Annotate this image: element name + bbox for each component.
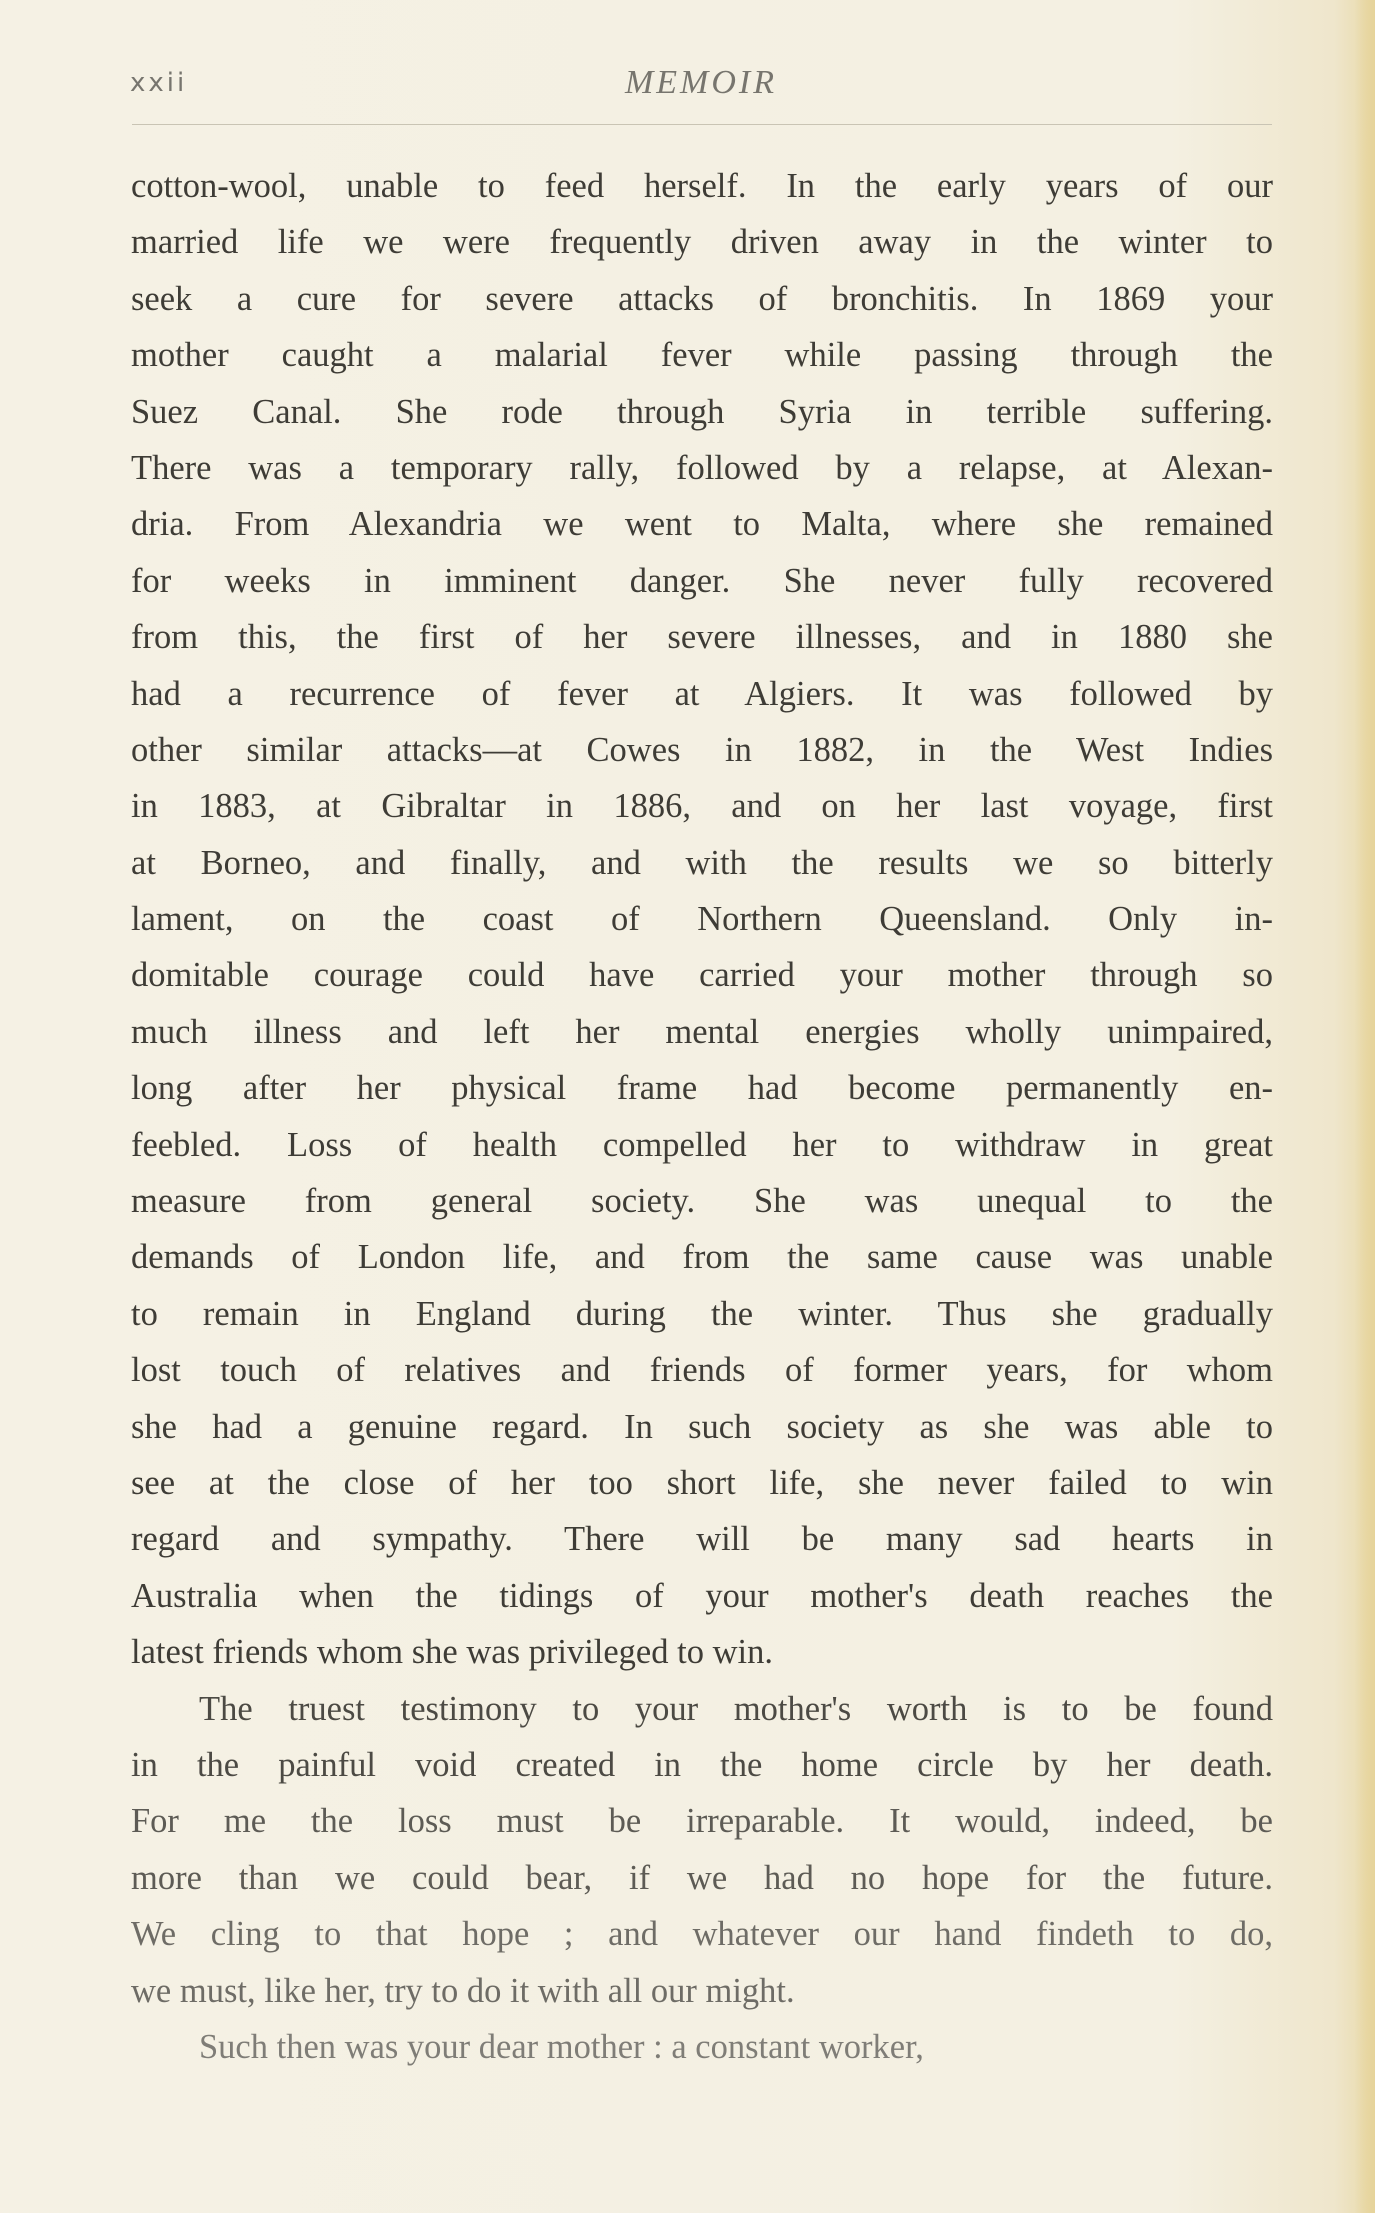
text-line: Australia when the tidings of your mother's death reaches the bbox=[131, 1576, 1273, 1615]
text-line: to remain in England during the winter. Thus she gradually bbox=[131, 1294, 1273, 1333]
text-line: Such then was your dear mother : a constant worker, bbox=[199, 2027, 924, 2066]
header-rule bbox=[132, 124, 1272, 125]
text-line: long after her physical frame had become permanently en- bbox=[131, 1069, 1273, 1108]
text-line: mother caught a malarial fever while passing through the bbox=[131, 336, 1273, 375]
text-line: measure from general society. She was unequal to the bbox=[131, 1182, 1273, 1221]
text-line: for weeks in imminent danger. She never fully recovered bbox=[131, 561, 1273, 600]
text-line: she had a genuine regard. In such society as she was able to bbox=[131, 1407, 1273, 1446]
text-line: we must, like her, try to do it with all our might. bbox=[131, 1971, 795, 2010]
text-line: latest friends whom she was privileged to win. bbox=[131, 1633, 773, 1672]
text-line: lament, on the coast of Northern Queensland. Only in- bbox=[131, 900, 1273, 939]
text-line: lost touch of relatives and friends of former years, for whom bbox=[131, 1351, 1273, 1390]
page-edge-shadow bbox=[1355, 0, 1375, 2213]
text-line: There was a temporary rally, followed by a relapse, at Alexan- bbox=[131, 448, 1273, 487]
text-line: For me the loss must be irreparable. It would, indeed, be bbox=[131, 1802, 1273, 1841]
text-line: The truest testimony to your mother's worth is to be found bbox=[199, 1689, 1273, 1728]
text-line: in 1883, at Gibraltar in 1886, and on her last voyage, first bbox=[131, 787, 1273, 826]
text-line: feebled. Loss of health compelled her to withdraw in great bbox=[131, 1125, 1273, 1164]
text-line: in the painful void created in the home circle by her death. bbox=[131, 1745, 1273, 1784]
text-line: We cling to that hope ; and whatever our hand findeth to do, bbox=[131, 1915, 1273, 1954]
text-line: from this, the first of her severe illnesses, and in 1880 she bbox=[131, 618, 1273, 657]
running-title: MEMOIR bbox=[624, 64, 778, 101]
text-line: married life we were frequently driven away in the winter to bbox=[131, 223, 1273, 262]
body-text bbox=[131, 158, 1273, 2075]
text-line: at Borneo, and finally, and with the results we so bitterly bbox=[131, 843, 1273, 882]
text-line: regard and sympathy. There will be many sad hearts in bbox=[131, 1520, 1273, 1559]
text-line: seek a cure for severe attacks of bronchitis. In 1869 your bbox=[131, 279, 1273, 318]
text-line: cotton-wool, unable to feed herself. In the early years of our bbox=[131, 167, 1273, 205]
text-line: demands of London life, and from the same cause was unable bbox=[131, 1238, 1273, 1277]
text-line: Suez Canal. She rode through Syria in terrible suffering. bbox=[131, 392, 1273, 431]
text-line: see at the close of her too short life, she never failed to win bbox=[131, 1463, 1273, 1502]
text-line: much illness and left her mental energies wholly unimpaired, bbox=[131, 1012, 1273, 1051]
text-line: more than we could bear, if we had no hope for the future. bbox=[131, 1858, 1273, 1897]
text-line: domitable courage could have carried your mother through so bbox=[131, 956, 1273, 995]
text-line: had a recurrence of fever at Algiers. It was followed by bbox=[131, 674, 1273, 713]
text-line: other similar attacks—at Cowes in 1882, in the West Indies bbox=[131, 730, 1273, 769]
page-number: xxii bbox=[130, 68, 188, 98]
text-line: dria. From Alexandria we went to Malta, where she remained bbox=[131, 505, 1273, 544]
running-head bbox=[130, 60, 1272, 110]
